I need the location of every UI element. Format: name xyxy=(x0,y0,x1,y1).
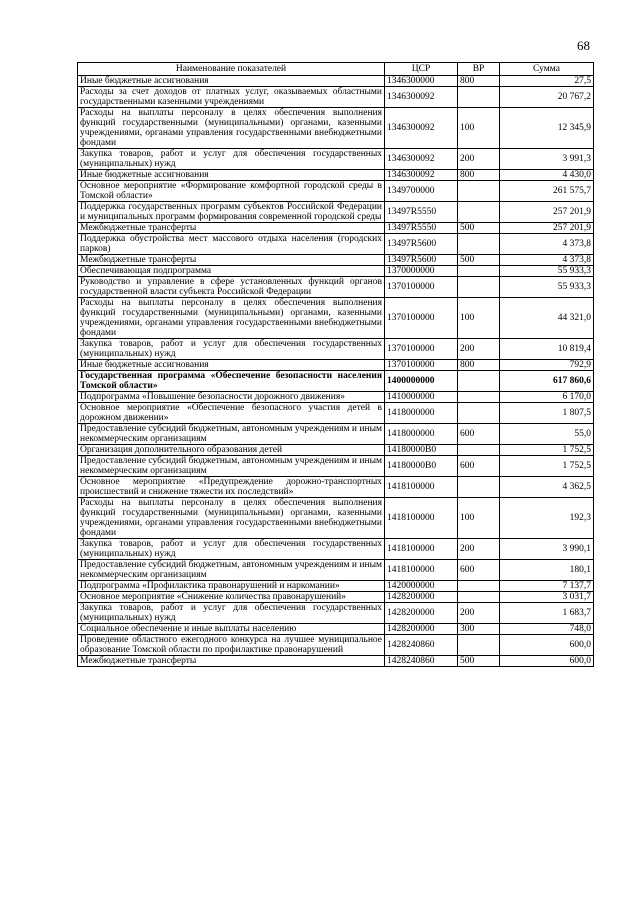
cell-vr: 800 xyxy=(458,170,500,181)
table-row xyxy=(78,266,594,277)
cell-csr: 1370100000 xyxy=(385,277,458,298)
table-row xyxy=(78,539,594,560)
cell-name: Организация дополнительного образования детей xyxy=(78,445,385,456)
cell-name: Межбюджетные трансферты xyxy=(78,255,385,266)
table-row xyxy=(78,635,594,656)
cell-vr: 600 xyxy=(458,456,500,477)
cell-vr: 500 xyxy=(458,223,500,234)
table-row xyxy=(78,87,594,108)
table-row xyxy=(78,360,594,371)
cell-name: Обеспечивающая подпрограмма xyxy=(78,266,385,277)
cell-name: Расходы на выплаты персоналу в целях обеспечения выполнения функций государственными (муниципальными) органами, казенными учреждениями, органами управления государственными внебюджетными фондами xyxy=(78,108,385,149)
cell-csr: 14180000В0 xyxy=(385,445,458,456)
table-row xyxy=(78,456,594,477)
cell-csr: 1420000000 xyxy=(385,581,458,592)
cell-name: Руководство и управление в сфере установленных функций органов государственной власти субъекта Российской Федерации xyxy=(78,277,385,298)
cell-vr xyxy=(458,266,500,277)
cell-vr xyxy=(458,581,500,592)
cell-csr: 13497R5550 xyxy=(385,223,458,234)
cell-vr xyxy=(458,234,500,255)
cell-name: Основное мероприятие «Предупреждение дорожно-транспортных происшествий и снижение тяжести их последствий» xyxy=(78,477,385,498)
cell-vr: 500 xyxy=(458,656,500,667)
table-row xyxy=(78,277,594,298)
cell-csr: 1418100000 xyxy=(385,539,458,560)
table-row xyxy=(78,170,594,181)
cell-csr: 1346300000 xyxy=(385,76,458,87)
cell-name: Закупка товаров, работ и услуг для обеспечения государственных (муниципальных) нужд xyxy=(78,339,385,360)
table-row xyxy=(78,581,594,592)
header-csr: ЦСР xyxy=(385,63,458,76)
cell-name: Расходы на выплаты персоналу в целях обеспечения выполнения функций государственными (муниципальными) органами, казенными учреждениями, органами управления государственными внебюджетными фондами xyxy=(78,298,385,339)
cell-vr: 800 xyxy=(458,76,500,87)
cell-vr xyxy=(458,87,500,108)
cell-sum: 44 321,0 xyxy=(500,298,594,339)
header-vr: ВР xyxy=(458,63,500,76)
cell-vr xyxy=(458,635,500,656)
cell-csr: 1370100000 xyxy=(385,298,458,339)
cell-csr: 1428240860 xyxy=(385,656,458,667)
cell-name: Основное мероприятие «Обеспечение безопасного участия детей в дорожном движении» xyxy=(78,403,385,424)
cell-csr: 1346300092 xyxy=(385,149,458,170)
cell-sum: 55 933,3 xyxy=(500,266,594,277)
cell-sum: 261 575,7 xyxy=(500,181,594,202)
table-body xyxy=(78,76,594,667)
table-row xyxy=(78,371,594,392)
cell-vr: 100 xyxy=(458,498,500,539)
cell-sum: 20 767,2 xyxy=(500,87,594,108)
cell-sum: 6 170,0 xyxy=(500,392,594,403)
cell-sum: 192,3 xyxy=(500,498,594,539)
table-row xyxy=(78,656,594,667)
table-row xyxy=(78,603,594,624)
cell-name: Расходы на выплаты персоналу в целях обеспечения выполнения функций государственными (муниципальными) органами, казенными учреждениями, органами управления государственными внебюджетными фондами xyxy=(78,498,385,539)
cell-vr: 300 xyxy=(458,624,500,635)
cell-name: Иные бюджетные ассигнования xyxy=(78,360,385,371)
page-number: 68 xyxy=(577,38,590,53)
cell-csr: 1349700000 xyxy=(385,181,458,202)
cell-name: Социальное обеспечение и иные выплаты населению xyxy=(78,624,385,635)
cell-sum: 3 991,3 xyxy=(500,149,594,170)
cell-sum: 7 137,7 xyxy=(500,581,594,592)
cell-csr: 1418000000 xyxy=(385,403,458,424)
cell-name: Предоставление субсидий бюджетным, автономным учреждениям и иным некоммерческим организациям xyxy=(78,560,385,581)
cell-name: Подпрограмма «Профилактика правонарушений и наркомании» xyxy=(78,581,385,592)
cell-vr xyxy=(458,445,500,456)
cell-csr: 1370100000 xyxy=(385,360,458,371)
cell-vr: 100 xyxy=(458,298,500,339)
table-row xyxy=(78,339,594,360)
cell-name: Иные бюджетные ассигнования xyxy=(78,76,385,87)
cell-vr: 600 xyxy=(458,424,500,445)
cell-vr xyxy=(458,202,500,223)
cell-sum: 4 362,5 xyxy=(500,477,594,498)
cell-sum: 257 201,9 xyxy=(500,202,594,223)
cell-name: Закупка товаров, работ и услуг для обеспечения государственных (муниципальных) нужд xyxy=(78,603,385,624)
cell-name: Поддержка обустройства мест массового отдыха населения (городских парков) xyxy=(78,234,385,255)
cell-sum: 257 201,9 xyxy=(500,223,594,234)
cell-sum: 748,0 xyxy=(500,624,594,635)
cell-vr xyxy=(458,403,500,424)
table-row xyxy=(78,592,594,603)
cell-csr: 1418100000 xyxy=(385,477,458,498)
cell-vr: 200 xyxy=(458,339,500,360)
cell-name: Государственная программа «Обеспечение безопасности населения Томской области» xyxy=(78,371,385,392)
table-row xyxy=(78,392,594,403)
cell-csr: 14180000В0 xyxy=(385,456,458,477)
cell-vr xyxy=(458,181,500,202)
table-row xyxy=(78,477,594,498)
table-row xyxy=(78,498,594,539)
cell-sum: 600,0 xyxy=(500,635,594,656)
cell-name: Поддержка государственных программ субъектов Российской Федерации и муниципальных программ формирования современной городской среды xyxy=(78,202,385,223)
cell-csr: 1370100000 xyxy=(385,339,458,360)
table-row xyxy=(78,149,594,170)
table-row xyxy=(78,223,594,234)
cell-sum: 4 373,8 xyxy=(500,255,594,266)
cell-csr: 1346300092 xyxy=(385,87,458,108)
cell-vr: 200 xyxy=(458,603,500,624)
cell-vr: 200 xyxy=(458,539,500,560)
table-row xyxy=(78,76,594,87)
cell-csr: 1418000000 xyxy=(385,424,458,445)
cell-name: Закупка товаров, работ и услуг для обеспечения государственных (муниципальных) нужд xyxy=(78,149,385,170)
cell-sum: 180,1 xyxy=(500,560,594,581)
cell-sum: 3 990,1 xyxy=(500,539,594,560)
cell-csr: 1370000000 xyxy=(385,266,458,277)
cell-sum: 27,5 xyxy=(500,76,594,87)
budget-table xyxy=(77,62,594,667)
table-row xyxy=(78,234,594,255)
cell-vr: 800 xyxy=(458,360,500,371)
cell-name: Предоставление субсидий бюджетным, автономным учреждениям и иным некоммерческим организациям xyxy=(78,456,385,477)
cell-name: Расходы за счет доходов от платных услуг, оказываемых областными государственными казенными учреждениями xyxy=(78,87,385,108)
cell-csr: 1428200000 xyxy=(385,603,458,624)
cell-sum: 3 031,7 xyxy=(500,592,594,603)
table-row xyxy=(78,445,594,456)
cell-sum: 10 819,4 xyxy=(500,339,594,360)
table-row xyxy=(78,403,594,424)
cell-name: Проведение областного ежегодного конкурса на лучшее муниципальное образование Томской области по профилактике правонарушений xyxy=(78,635,385,656)
cell-csr: 1428200000 xyxy=(385,592,458,603)
cell-vr: 100 xyxy=(458,108,500,149)
cell-name: Межбюджетные трансферты xyxy=(78,223,385,234)
table-row xyxy=(78,255,594,266)
table-row xyxy=(78,424,594,445)
cell-sum: 1 752,5 xyxy=(500,456,594,477)
cell-name: Предоставление субсидий бюджетным, автономным учреждениям и иным некоммерческим организациям xyxy=(78,424,385,445)
cell-sum: 4 430,0 xyxy=(500,170,594,181)
cell-sum: 55,0 xyxy=(500,424,594,445)
cell-vr xyxy=(458,392,500,403)
cell-csr: 1400000000 xyxy=(385,371,458,392)
header-name: Наименование показателей xyxy=(78,63,385,76)
cell-csr: 1346300092 xyxy=(385,108,458,149)
cell-name: Межбюджетные трансферты xyxy=(78,656,385,667)
cell-csr: 13497R5600 xyxy=(385,234,458,255)
cell-csr: 1410000000 xyxy=(385,392,458,403)
cell-csr: 1418100000 xyxy=(385,560,458,581)
table-row xyxy=(78,108,594,149)
cell-name: Закупка товаров, работ и услуг для обеспечения государственных (муниципальных) нужд xyxy=(78,539,385,560)
table-row xyxy=(78,181,594,202)
header-sum: Сумма xyxy=(500,63,594,76)
cell-csr: 1428200000 xyxy=(385,624,458,635)
cell-sum: 55 933,3 xyxy=(500,277,594,298)
cell-vr: 200 xyxy=(458,149,500,170)
cell-csr: 1418100000 xyxy=(385,498,458,539)
cell-csr: 1346300092 xyxy=(385,170,458,181)
cell-sum: 600,0 xyxy=(500,656,594,667)
cell-vr xyxy=(458,592,500,603)
cell-sum: 1 807,5 xyxy=(500,403,594,424)
cell-csr: 13497R5600 xyxy=(385,255,458,266)
cell-sum: 1 683,7 xyxy=(500,603,594,624)
cell-name: Основное мероприятие «Снижение количества правонарушений» xyxy=(78,592,385,603)
table-row xyxy=(78,560,594,581)
cell-sum: 1 752,5 xyxy=(500,445,594,456)
cell-vr xyxy=(458,371,500,392)
cell-name: Иные бюджетные ассигнования xyxy=(78,170,385,181)
cell-sum: 4 373,8 xyxy=(500,234,594,255)
table-header-row xyxy=(78,63,594,76)
cell-vr xyxy=(458,277,500,298)
cell-sum: 617 860,6 xyxy=(500,371,594,392)
cell-vr: 500 xyxy=(458,255,500,266)
cell-csr: 1428240860 xyxy=(385,635,458,656)
cell-csr: 13497R5550 xyxy=(385,202,458,223)
table-row xyxy=(78,624,594,635)
cell-vr xyxy=(458,477,500,498)
cell-sum: 12 345,9 xyxy=(500,108,594,149)
cell-name: Подпрограмма «Повышение безопасности дорожного движения» xyxy=(78,392,385,403)
table-row xyxy=(78,202,594,223)
table-row xyxy=(78,298,594,339)
cell-name: Основное мероприятие «Формирование комфортной городской среды в Томской области» xyxy=(78,181,385,202)
cell-vr: 600 xyxy=(458,560,500,581)
cell-sum: 792,9 xyxy=(500,360,594,371)
